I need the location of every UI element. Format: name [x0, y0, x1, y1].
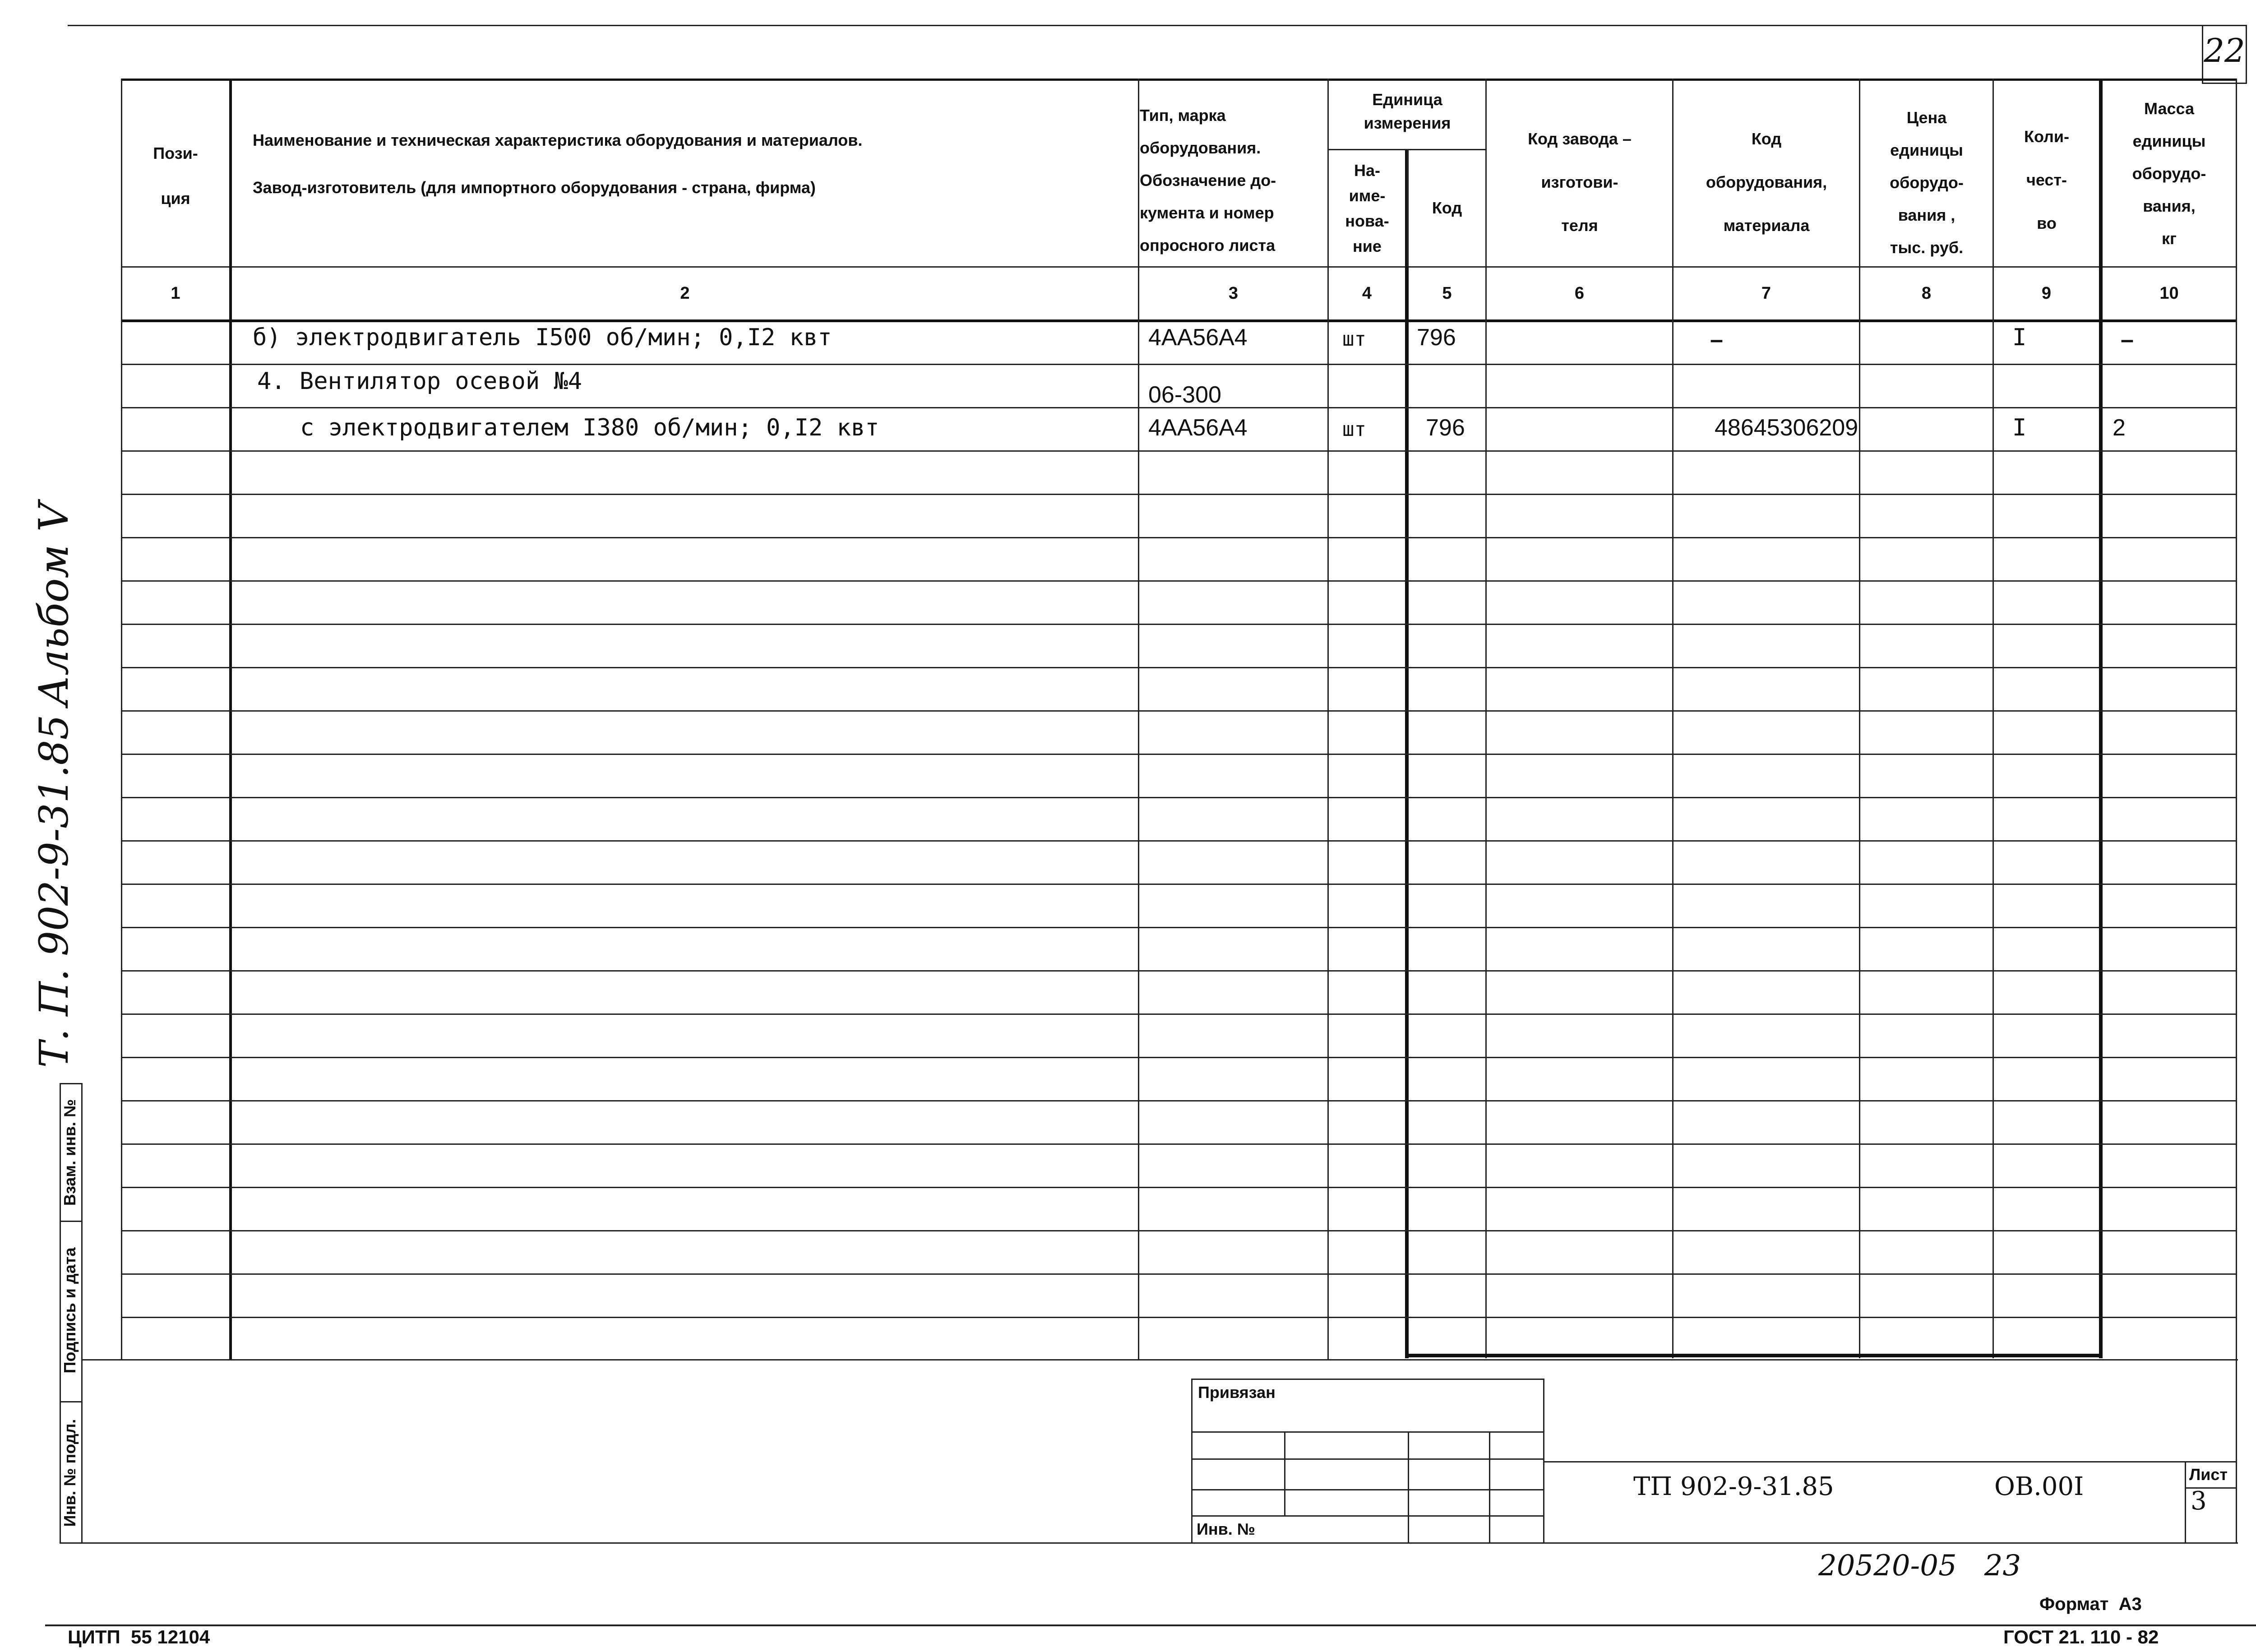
header-unit: Единица измерения: [1364, 90, 1451, 132]
row-rule-line: [121, 927, 2237, 928]
row-rule-line: [121, 450, 2237, 452]
row3-unit-code: 796: [1426, 415, 1465, 441]
col-number-8: 8: [1921, 284, 1932, 303]
row2-type: 06-300: [1148, 382, 1221, 408]
header-plant-code: Код завода – изготови- теля: [1528, 130, 1632, 235]
row3-type: 4АА56А4: [1148, 415, 1248, 441]
col-number-10: 10: [2159, 284, 2179, 303]
row1-name: б) электродвигатель I500 об/мин; 0,I2 квт: [253, 324, 832, 351]
row2-name: 4. Вентилятор осевой №4: [257, 368, 582, 395]
row-rule-line: [121, 667, 2237, 668]
row3-mass: 2: [2113, 415, 2126, 441]
row-rule-line: [121, 1057, 2237, 1058]
col-number-6: 6: [1574, 284, 1585, 303]
header-name-line1: Наименование и техническая характеристика оборудования и материалов.: [253, 131, 863, 149]
row-rule-line: [121, 840, 2237, 842]
sheet-number-top: 22: [2204, 32, 2245, 69]
row1-type: 4АА56А4: [1148, 324, 1248, 351]
col-number-4: 4: [1362, 284, 1372, 303]
album-note: Альбом V: [30, 502, 78, 706]
row3-unit: шт: [1342, 418, 1366, 441]
row-rule-line: [121, 710, 2237, 712]
stamp-signature-date: Подпись и дата: [60, 1247, 79, 1374]
header-mass: Масса единицы оборудо- вания, кг: [2132, 99, 2206, 248]
stamp-designation: ТП 902-9-31.85: [1633, 1472, 1834, 1501]
stamp-vzam-inv: Взам. инв. №: [60, 1099, 79, 1206]
row1-qty: I: [2012, 324, 2027, 351]
row-rule-line: [121, 1273, 2237, 1275]
row3-qty: I: [2012, 414, 2027, 441]
row-rule-line: [121, 580, 2237, 582]
project-note: Т. П. 902-9-31.85: [31, 714, 77, 1068]
header-type: Тип, марка оборудования. Обозначение до- кумента и номер опросного листа: [1140, 106, 1276, 255]
col-number-1: 1: [171, 284, 180, 303]
stamp-privyazan: Привязан: [1198, 1383, 1276, 1402]
row1-unit: шт: [1342, 328, 1366, 351]
row-rule-line: [121, 1187, 2237, 1188]
row-rule-line: [121, 1100, 2237, 1101]
row-rule-line: [121, 1230, 2237, 1231]
stamp-doc-code: ОВ.00I: [1994, 1472, 2084, 1501]
header-quantity: Коли- чест- во: [2024, 127, 2070, 232]
stamp-list-number: 3: [2191, 1486, 2207, 1516]
col-number-2: 2: [680, 284, 690, 303]
header-unit-code: Код: [1432, 199, 1462, 217]
row3-code: 48645306209: [1715, 415, 1858, 441]
stamp-list-label: Лист: [2189, 1465, 2228, 1484]
bottom-number: 20520-05 23: [1818, 1549, 2021, 1583]
row-rule-line: [121, 797, 2237, 798]
row-rule-line: [121, 624, 2237, 625]
header-name-line2: Завод-изготовитель (для импортного оборудования - страна, фирма): [253, 178, 816, 197]
row1-mass: –: [2121, 327, 2134, 353]
row-rule-line: [121, 1317, 2237, 1318]
col-number-3: 3: [1228, 284, 1239, 303]
header-unit-name: На- име- нова- ние: [1345, 161, 1389, 255]
org-code: ЦИТП 55 12104: [68, 1626, 210, 1647]
row3-name: с электродвигателем I380 об/мин; 0,I2 квт: [300, 414, 879, 441]
row-rule-line: [121, 884, 2237, 885]
header-position: Пози- ция: [153, 144, 198, 208]
stamp-inv-number: Инв. №: [1197, 1520, 1255, 1538]
row-rule-line: [121, 1013, 2237, 1015]
row-rule-line: [121, 970, 2237, 972]
row1-code: –: [1710, 327, 1723, 353]
header-price: Цена единицы оборудо- вания , тыс. руб.: [1890, 108, 1964, 257]
row-rule-line: [121, 537, 2237, 538]
col-number-5: 5: [1442, 284, 1452, 303]
col-number-7: 7: [1761, 284, 1771, 303]
row-rule-line: [121, 754, 2237, 755]
row-rule-line: [121, 1143, 2237, 1145]
header-equip-code: Код оборудования, материала: [1706, 130, 1827, 235]
gost-label: ГОСТ 21. 110 - 82: [2003, 1626, 2159, 1647]
row1-unit-code: 796: [1417, 324, 1456, 351]
col-number-9: 9: [2041, 284, 2052, 303]
stamp-inv-podl: Инв. № подл.: [60, 1419, 79, 1527]
row-rule-line: [121, 494, 2237, 495]
format-label: Формат А3: [2039, 1594, 2142, 1614]
